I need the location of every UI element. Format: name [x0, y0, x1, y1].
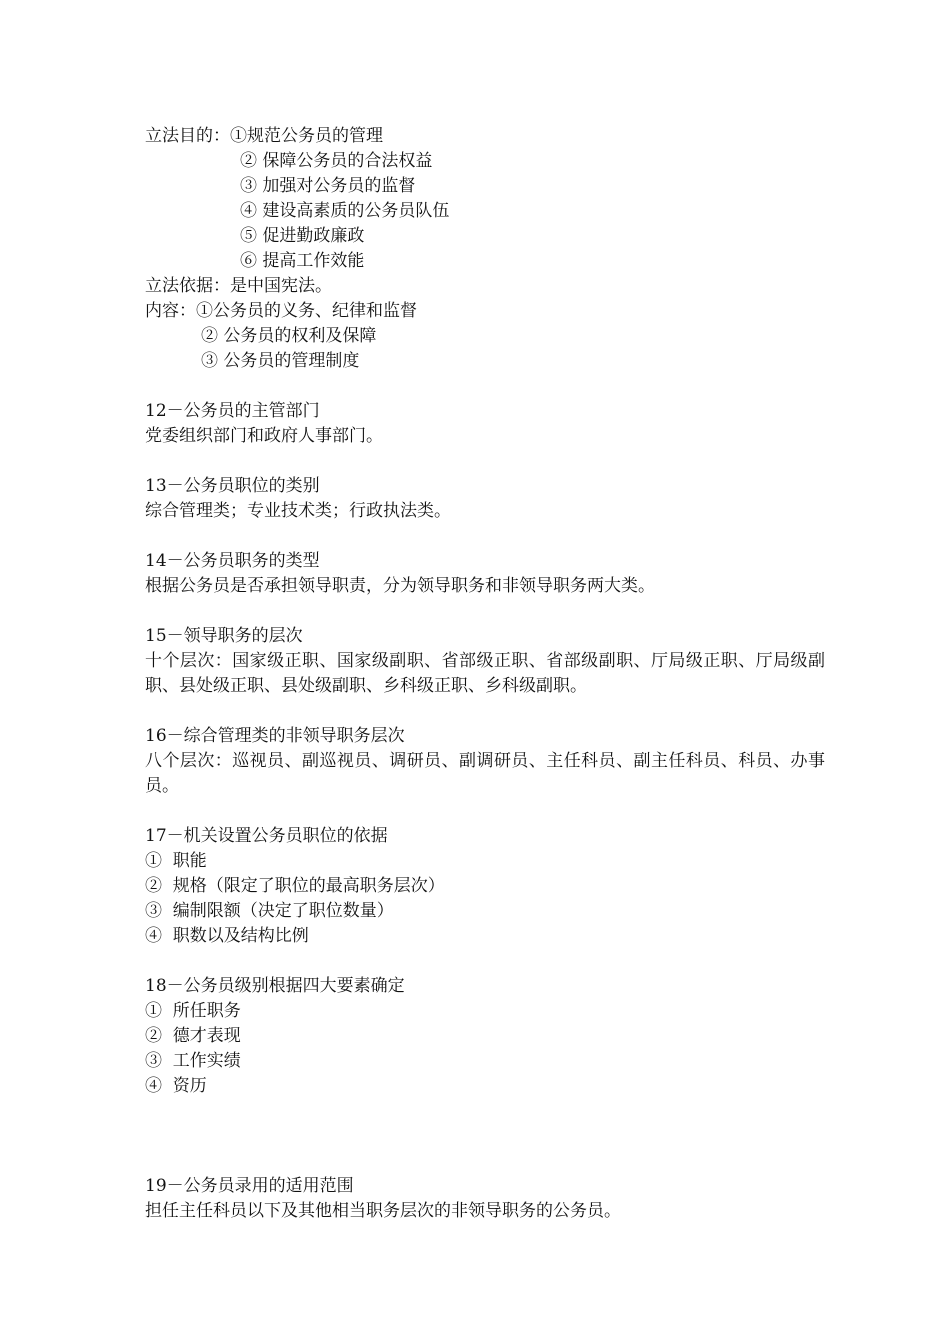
section-heading: 19－公务员录用的适用范围 [145, 1176, 354, 1196]
list-item: ① 职能 [145, 851, 207, 871]
spacer [145, 524, 825, 549]
section-18 [145, 974, 825, 1099]
legislation-content [145, 299, 825, 374]
section-19 [145, 1174, 825, 1224]
spacer [145, 799, 825, 824]
section-body: 担任主任科员以下及其他相当职务层次的非领导职务的公务员。 [145, 1201, 621, 1221]
section-body: 综合管理类；专业技术类；行政执法类。 [145, 501, 451, 521]
purpose-item: ①规范公务员的管理 [230, 126, 383, 146]
content-line-1 [145, 299, 825, 324]
section-heading: 17－机关设置公务员职位的依据 [145, 826, 388, 846]
list-item: ① 所任职务 [145, 1001, 241, 1021]
section-body: 党委组织部门和政府人事部门。 [145, 426, 383, 446]
list-item: ③ 编制限额（决定了职位数量） [145, 901, 394, 921]
section-12 [145, 399, 825, 449]
section-heading: 16－综合管理类的非领导职务层次 [145, 726, 405, 746]
content-item: ①公务员的义务、纪律和监督 [196, 301, 417, 321]
content-item: ② 公务员的权利及保障 [201, 326, 377, 346]
purpose-item: ③ 加强对公务员的监督 [240, 176, 416, 196]
content-label: 内容： [145, 301, 196, 321]
list-item: ④ 资历 [145, 1076, 207, 1096]
spacer [145, 1099, 825, 1174]
spacer [145, 949, 825, 974]
purpose-item: ⑥ 提高工作效能 [240, 251, 365, 271]
spacer [145, 374, 825, 399]
content-item: ③ 公务员的管理制度 [201, 351, 360, 371]
purpose-label: 立法目的： [145, 126, 230, 146]
section-heading: 18－公务员级别根据四大要素确定 [145, 976, 405, 996]
legislation-purpose [145, 124, 825, 274]
section-heading: 15－领导职务的层次 [145, 626, 303, 646]
section-15 [145, 624, 825, 699]
section-heading: 13－公务员职位的类别 [145, 476, 320, 496]
list-item: ③ 工作实绩 [145, 1051, 241, 1071]
list-item: ② 规格（限定了职位的最高职务层次） [145, 876, 445, 896]
section-13 [145, 474, 825, 524]
section-heading: 14－公务员职务的类型 [145, 551, 320, 571]
list-item: ④ 职数以及结构比例 [145, 926, 309, 946]
section-body: 十个层次：国家级正职、国家级副职、省部级正职、省部级副职、厅局级正职、厅局级副职、县处级正职、县处级副职、乡科级正职、乡科级副职。 [145, 651, 825, 696]
section-body: 八个层次：巡视员、副巡视员、调研员、副调研员、主任科员、副主任科员、科员、办事员。 [145, 751, 825, 796]
section-body: 根据公务员是否承担领导职责，分为领导职务和非领导职务两大类。 [145, 576, 655, 596]
purpose-item: ⑤ 促进勤政廉政 [240, 226, 365, 246]
spacer [145, 449, 825, 474]
section-16 [145, 724, 825, 799]
purpose-line-1 [145, 124, 825, 149]
legislation-basis: 立法依据：是中国宪法。 [145, 276, 332, 296]
purpose-item: ④ 建设高素质的公务员队伍 [240, 201, 450, 221]
spacer [145, 599, 825, 624]
spacer [145, 699, 825, 724]
section-14 [145, 549, 825, 599]
section-heading: 12－公务员的主管部门 [145, 401, 320, 421]
list-item: ② 德才表现 [145, 1026, 241, 1046]
section-17 [145, 824, 825, 949]
purpose-item: ② 保障公务员的合法权益 [240, 151, 433, 171]
document-page [145, 124, 825, 1224]
